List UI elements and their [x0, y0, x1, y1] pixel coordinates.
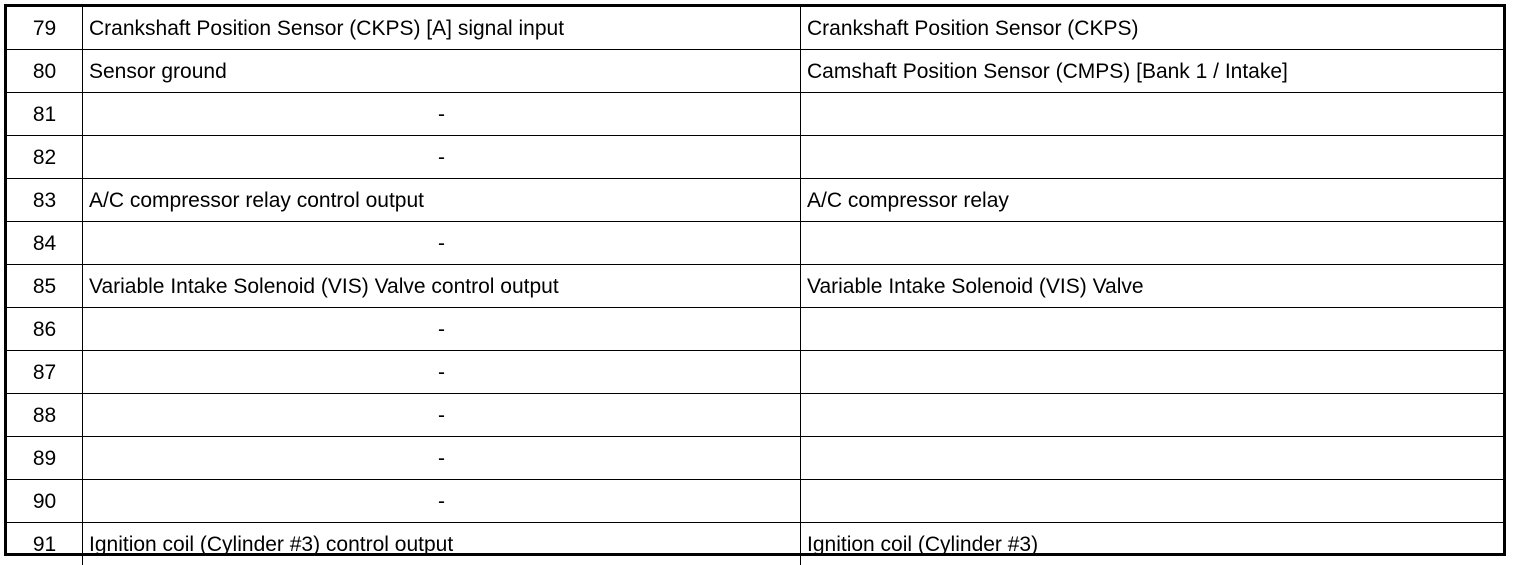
pin-description: - [83, 394, 801, 437]
pin-number: 91 [7, 523, 83, 565]
pin-description: Variable Intake Solenoid (VIS) Valve control output [83, 265, 801, 308]
pin-connected-to [801, 308, 1504, 351]
table-row [7, 351, 1503, 394]
table-row [7, 308, 1503, 351]
pin-number: 89 [7, 437, 83, 480]
pin-description: - [83, 437, 801, 480]
pin-connected-to [801, 394, 1504, 437]
pin-description: - [83, 351, 801, 394]
pin-connected-to [801, 480, 1504, 523]
pin-description: - [83, 136, 801, 179]
pin-description: Crankshaft Position Sensor (CKPS) [A] signal input [83, 7, 801, 50]
pin-connected-to: Variable Intake Solenoid (VIS) Valve [801, 265, 1504, 308]
pin-description: Sensor ground [83, 50, 801, 93]
table-row [7, 480, 1503, 523]
pin-number: 84 [7, 222, 83, 265]
table-row [7, 523, 1503, 565]
pin-table [7, 7, 1503, 565]
table-row [7, 50, 1503, 93]
pin-number: 87 [7, 351, 83, 394]
pin-connected-to: A/C compressor relay [801, 179, 1504, 222]
pin-number: 80 [7, 50, 83, 93]
pin-connected-to [801, 351, 1504, 394]
pin-connected-to [801, 93, 1504, 136]
pin-connected-to [801, 437, 1504, 480]
pin-description: A/C compressor relay control output [83, 179, 801, 222]
table-row [7, 265, 1503, 308]
pin-connected-to: Crankshaft Position Sensor (CKPS) [801, 7, 1504, 50]
pin-number: 83 [7, 179, 83, 222]
pin-connected-to: Ignition coil (Cylinder #3) [801, 523, 1504, 565]
table-row [7, 394, 1503, 437]
table-row [7, 136, 1503, 179]
pin-connected-to [801, 222, 1504, 265]
pin-number: 85 [7, 265, 83, 308]
table-row [7, 222, 1503, 265]
pin-description: - [83, 93, 801, 136]
pin-number: 88 [7, 394, 83, 437]
table-row [7, 93, 1503, 136]
pin-connected-to: Camshaft Position Sensor (CMPS) [Bank 1 / Intake] [801, 50, 1504, 93]
pin-number: 82 [7, 136, 83, 179]
pin-number: 79 [7, 7, 83, 50]
pin-number: 81 [7, 93, 83, 136]
pin-description: - [83, 308, 801, 351]
pin-number: 86 [7, 308, 83, 351]
pin-description: - [83, 480, 801, 523]
table-row [7, 437, 1503, 480]
table-row [7, 179, 1503, 222]
pin-description: - [83, 222, 801, 265]
pin-number: 90 [7, 480, 83, 523]
table-row [7, 7, 1503, 50]
pin-description: Ignition coil (Cylinder #3) control output [83, 523, 801, 565]
pin-table-frame [4, 4, 1506, 556]
pin-connected-to [801, 136, 1504, 179]
